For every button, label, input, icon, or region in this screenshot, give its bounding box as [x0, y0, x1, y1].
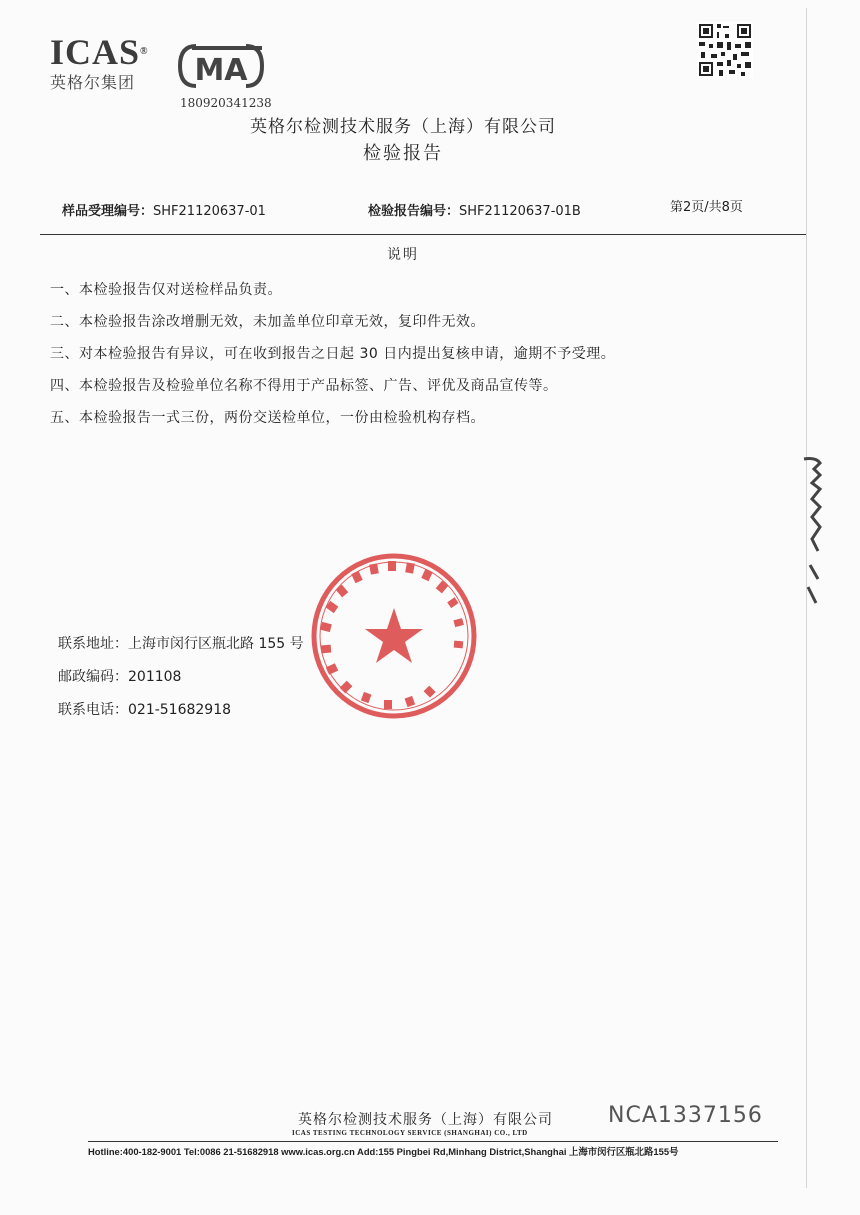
sample-number-value: SHF21120637-01 — [153, 204, 266, 219]
sample-number — [62, 200, 266, 219]
ma-logo-icon — [176, 40, 266, 92]
note-item: 一、本检验报告仅对送检样品负责。 — [50, 282, 282, 298]
footer-divider — [88, 1141, 778, 1142]
icas-logo-word: ICAS® — [50, 32, 149, 72]
report-number-label: 检验报告编号： — [368, 204, 460, 219]
ma-logo-text: MA — [194, 53, 248, 88]
note-item: 五、本检验报告一式三份，两份交送检单位，一份由检验机构存档。 — [50, 410, 485, 426]
note-item: 二、本检验报告涂改增删无效，未加盖单位印章无效，复印件无效。 — [50, 314, 485, 330]
section-title: 说明 — [387, 247, 419, 263]
company-title: 英格尔检测技术服务（上海）有限公司 — [250, 117, 556, 137]
contact-phone: 联系电话：021-51682918 — [58, 702, 232, 718]
page-info: 第2页/共8页 — [670, 200, 743, 215]
contact-address: 联系地址：上海市闵行区瓶北路 155 号 — [58, 636, 304, 652]
note-item: 四、本检验报告及检验单位名称不得用于产品标签、广告、评优及商品宣传等。 — [50, 378, 558, 394]
report-number-value: SHF21120637-01B — [459, 204, 581, 219]
side-stamp-icon — [798, 455, 828, 605]
contact-postcode: 邮政编码：201108 — [58, 669, 182, 685]
icas-logo — [50, 34, 162, 93]
header-divider — [40, 234, 806, 235]
qr-code-icon — [697, 22, 753, 78]
report-number — [368, 200, 581, 219]
notes-list — [50, 274, 790, 434]
footer-company-en: ICAS TESTING TECHNOLOGY SERVICE (SHANGHAI) CO., LTD — [292, 1129, 528, 1137]
icas-logo-cn: 英格尔集团 — [50, 73, 136, 92]
ma-number: 180920341238 — [180, 96, 272, 110]
report-title: 检验报告 — [363, 143, 443, 164]
footer-company-cn: 英格尔检测技术服务（上海）有限公司 — [298, 1112, 553, 1128]
footer-contact-line: Hotline:400-182-9001 Tel:0086 21-51682918 www.icas.org.cn Add:155 Pingbei Rd,Minhang District,Shanghai 上海市闵行区瓶北路155号 — [88, 1146, 679, 1157]
contact-block — [58, 628, 304, 727]
footer-code: NCA1337156 — [608, 1103, 763, 1128]
note-item: 三、对本检验报告有异议，可在收到报告之日起 30 日内提出复核申请，逾期不予受理。 — [50, 346, 616, 362]
sample-number-label: 样品受理编号： — [62, 204, 154, 219]
red-star-seal-icon — [308, 550, 480, 722]
